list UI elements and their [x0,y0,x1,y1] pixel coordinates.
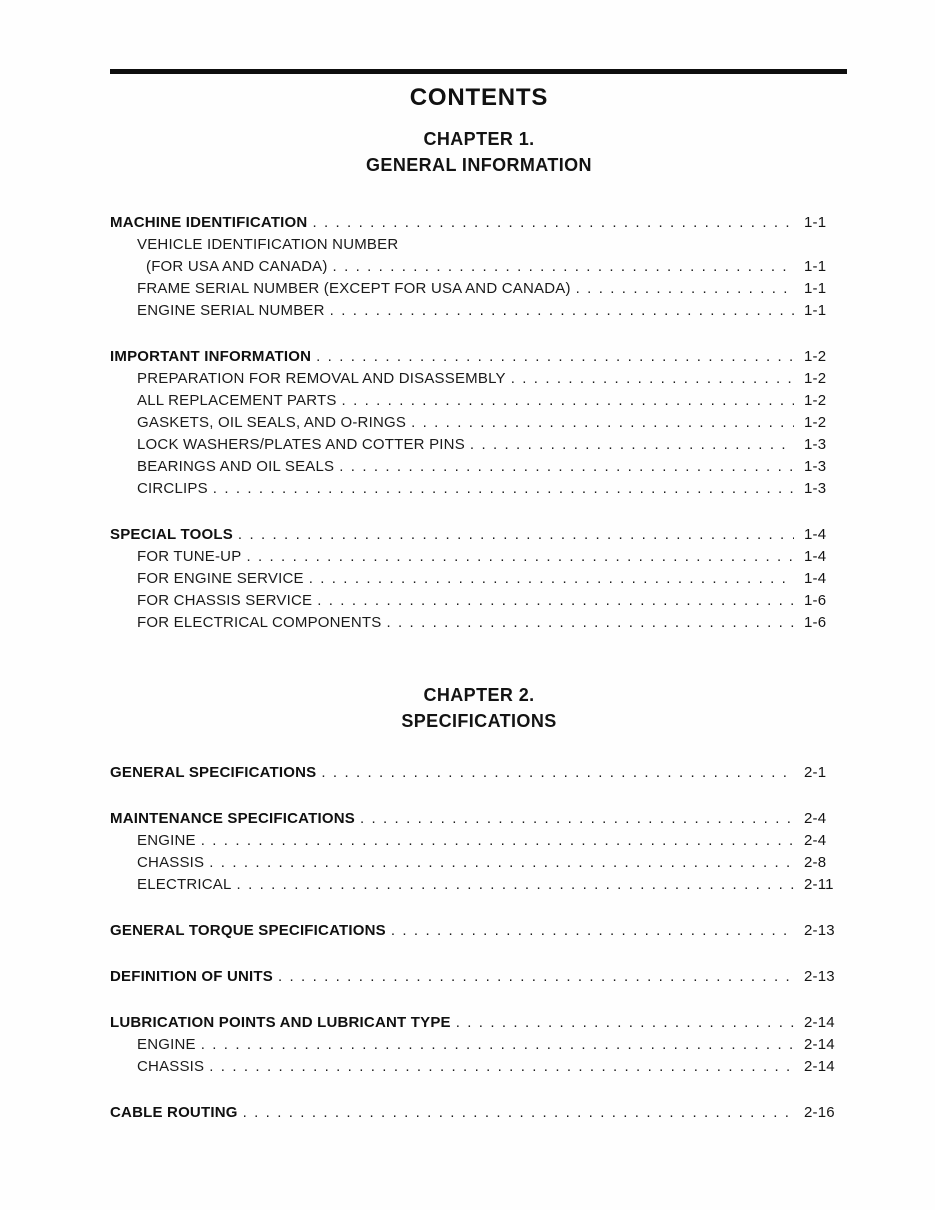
dot-leader [333,256,794,278]
dot-leader [342,390,794,412]
toc-entry-page-number: 2-4 [804,810,827,827]
toc-entry-row [110,524,848,546]
toc-entry-page-number: 1-3 [804,458,827,475]
toc-section [110,524,848,634]
toc-entry-page-number: 1-3 [804,480,827,497]
toc-entry-page-number: 1-2 [804,414,827,431]
dot-leader [339,456,794,478]
toc-section [110,808,848,896]
toc-entry-page-number: 2-16 [804,1104,835,1121]
toc-entry-page-number: 2-8 [804,854,827,871]
toc-entry-page-number: 2-14 [804,1014,835,1031]
chapter-heading [110,682,848,734]
toc-entry-page-number: 2-1 [804,764,827,781]
toc-entry-label: PREPARATION FOR REMOVAL AND DISASSEMBLY [137,370,506,387]
toc-entry-page-number: 1-1 [804,280,827,297]
toc-entry-page-number: 1-1 [804,214,827,231]
toc-entry-row [110,212,848,234]
toc-entry-row [110,278,848,300]
toc-entry-page-number: 1-4 [804,548,827,565]
dot-leader [238,524,794,546]
toc-entry-page-number: 1-2 [804,370,827,387]
toc-entry-row [110,546,848,568]
toc-entry-label: FOR ELECTRICAL COMPONENTS [137,614,382,631]
toc-entry-page-number: 1-1 [804,258,827,275]
toc-entry-row [110,568,848,590]
toc-entry-label: CHASSIS [137,1058,205,1075]
toc-entry-page-number: 1-6 [804,592,827,609]
toc-entry-label: FRAME SERIAL NUMBER (EXCEPT FOR USA AND CANADA) [137,280,571,297]
toc-entry-page-number: 1-2 [804,348,827,365]
toc-section [110,920,848,942]
dot-leader [386,612,794,634]
dot-leader [316,346,794,368]
toc-entry-label: MACHINE IDENTIFICATION [110,214,308,231]
toc-entry-row [110,456,848,478]
dot-leader [456,1012,794,1034]
toc-entry-row [110,412,848,434]
dot-leader [213,478,794,500]
dot-leader [317,590,794,612]
dot-leader [209,1056,794,1078]
toc-entry-row [110,256,848,278]
toc-entry-label: DEFINITION OF UNITS [110,968,273,985]
dot-leader [321,762,794,784]
toc-entry-label: CABLE ROUTING [110,1104,238,1121]
toc-entry-row [110,830,848,852]
dot-leader [201,1034,794,1056]
toc-entry-row [110,966,848,988]
chapter-sections [110,762,848,1124]
toc-section [110,966,848,988]
dot-leader [576,278,794,300]
toc-entry-row [110,234,848,256]
toc-entry-label: MAINTENANCE SPECIFICATIONS [110,810,355,827]
dot-leader [330,300,794,322]
dot-leader [511,368,794,390]
toc-entry-label: SPECIAL TOOLS [110,526,233,543]
toc-entry-label: FOR TUNE-UP [137,548,242,565]
toc-entry-label: GENERAL TORQUE SPECIFICATIONS [110,922,386,939]
toc-entry-page-number: 1-4 [804,526,827,543]
toc-entry-row [110,852,848,874]
toc-entry-row [110,612,848,634]
chapter-heading [110,126,848,178]
dot-leader [411,412,794,434]
toc-entry-row [110,590,848,612]
toc-entry-label: LOCK WASHERS/PLATES AND COTTER PINS [137,436,465,453]
toc-entry-label: IMPORTANT INFORMATION [110,348,312,365]
toc-entry-row [110,300,848,322]
toc-chapter [110,682,848,1124]
toc-entry-page-number: 1-6 [804,614,827,631]
toc-entry-row [110,874,848,896]
toc-chapter [110,126,848,634]
toc-entry-page-number: 2-4 [804,832,827,849]
toc-section [110,1012,848,1078]
toc-entry-row [110,1034,848,1056]
toc-entry-label: VEHICLE IDENTIFICATION NUMBER [137,236,399,253]
toc-section [110,212,848,322]
dot-leader [360,808,794,830]
toc-entry-page-number: 2-14 [804,1058,835,1075]
toc-section [110,762,848,784]
toc-entry-label: GENERAL SPECIFICATIONS [110,764,317,781]
dot-leader [278,966,794,988]
toc-entry-row [110,346,848,368]
chapters-container [110,126,848,1124]
dot-leader [470,434,794,456]
toc-section [110,346,848,500]
toc-entry-page-number: 1-1 [804,302,827,319]
toc-entry-row [110,1056,848,1078]
toc-entry-label: BEARINGS AND OIL SEALS [137,458,335,475]
page-content [110,84,848,1124]
toc-entry-label: FOR CHASSIS SERVICE [137,592,313,609]
chapter-heading-line2: SPECIFICATIONS [401,711,557,731]
toc-entry-row [110,808,848,830]
toc-entry-label: (FOR USA AND CANADA) [146,258,328,275]
dot-leader [246,546,794,568]
toc-entry-page-number: 1-4 [804,570,827,587]
toc-entry-page-number: 1-2 [804,392,827,409]
toc-entry-label: ENGINE [137,1036,196,1053]
page-title: CONTENTS [409,84,549,111]
toc-entry-label: ALL REPLACEMENT PARTS [137,392,337,409]
toc-entry-label: LUBRICATION POINTS AND LUBRICANT TYPE [110,1014,451,1031]
toc-entry-row [110,368,848,390]
toc-entry-row [110,434,848,456]
dot-leader [209,852,794,874]
dot-leader [201,830,794,852]
dot-leader [243,1102,794,1124]
toc-entry-row [110,1012,848,1034]
toc-entry-row [110,762,848,784]
toc-entry-page-number: 2-11 [804,876,834,893]
toc-section [110,1102,848,1124]
toc-entry-label: CIRCLIPS [137,480,208,497]
toc-entry-row [110,478,848,500]
toc-entry-row [110,390,848,412]
dot-leader [309,568,794,590]
toc-entry-page-number: 2-14 [804,1036,835,1053]
chapter-sections [110,212,848,634]
toc-entry-label: CHASSIS [137,854,205,871]
toc-entry-page-number: 2-13 [804,968,835,985]
toc-entry-label: ENGINE [137,832,196,849]
chapter-heading-line1: CHAPTER 2. [423,685,535,705]
dot-leader [391,920,794,942]
toc-entry-label: ELECTRICAL [137,876,232,893]
toc-entry-page-number: 2-13 [804,922,835,939]
toc-entry-row [110,1102,848,1124]
top-rule-divider [110,69,847,74]
toc-entry-label: FOR ENGINE SERVICE [137,570,304,587]
dot-leader [312,212,794,234]
toc-entry-label: GASKETS, OIL SEALS, AND O-RINGS [137,414,407,431]
dot-leader [237,874,794,896]
toc-entry-label: ENGINE SERIAL NUMBER [137,302,325,319]
chapter-heading-line1: CHAPTER 1. [423,129,535,149]
toc-entry-row [110,920,848,942]
chapter-heading-line2: GENERAL INFORMATION [366,155,592,175]
toc-entry-page-number: 1-3 [804,436,827,453]
